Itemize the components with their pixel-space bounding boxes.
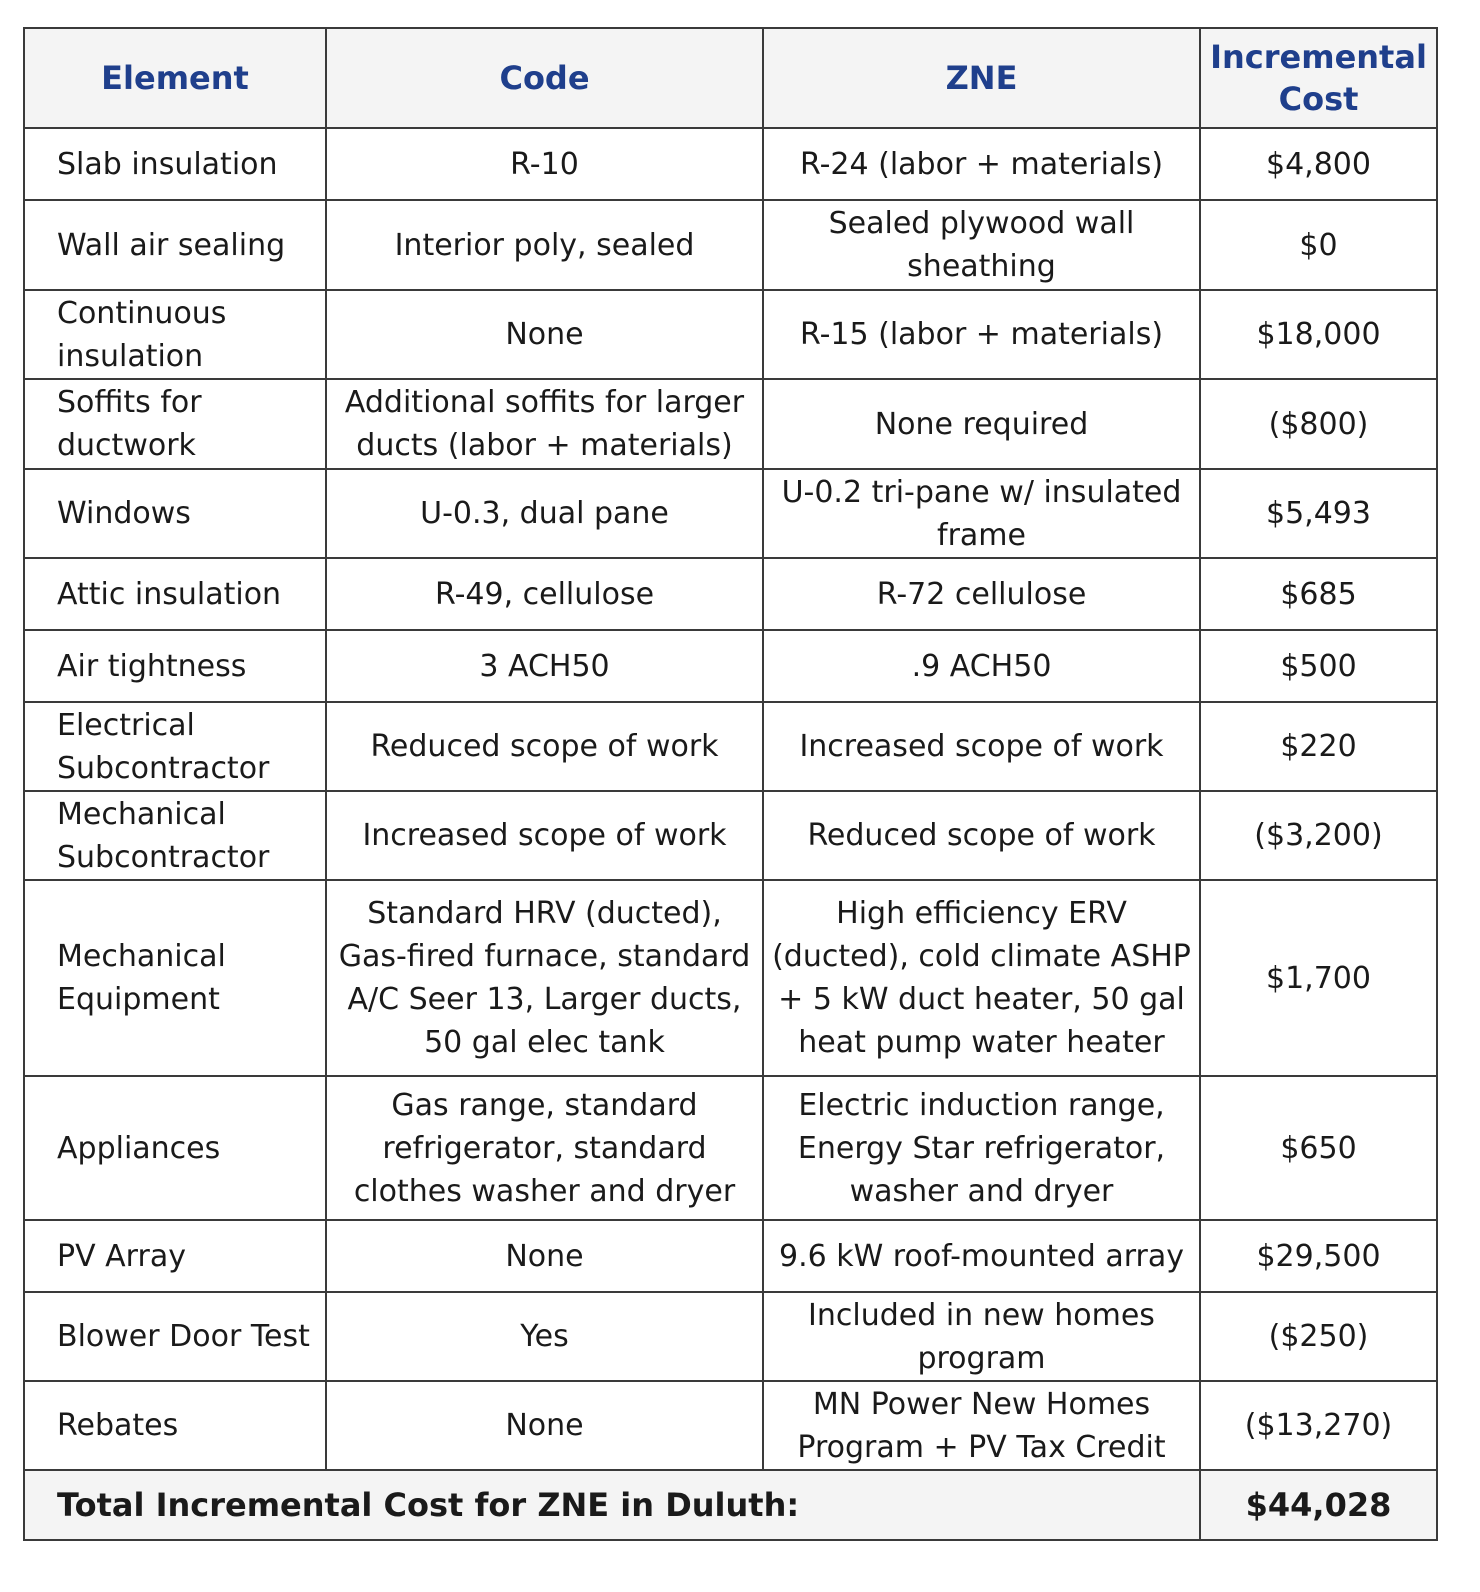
- row-code: R-10: [326, 128, 763, 200]
- table-row: [24, 1381, 1437, 1470]
- row-code: None: [326, 1381, 763, 1470]
- row-cost: ($800): [1200, 379, 1437, 469]
- table-row: [24, 379, 1437, 469]
- row-zne: R-72 cellulose: [763, 558, 1200, 630]
- table-row: [24, 791, 1437, 880]
- row-zne: R-24 (labor + materials): [763, 128, 1200, 200]
- row-code: Interior poly, sealed: [326, 200, 763, 290]
- row-zne: R-15 (labor + materials): [763, 290, 1200, 379]
- row-zne: U-0.2 tri-pane w/ insulated frame: [763, 469, 1200, 558]
- row-code: Standard HRV (ducted), Gas-fired furnace, standard A/C Seer 13, Larger ducts, 50 gal elec tank: [326, 880, 763, 1076]
- cost-comparison-table: [23, 27, 1438, 1541]
- row-zne: Electric induction range, Energy Star refrigerator, washer and dryer: [763, 1076, 1200, 1220]
- row-cost: $1,700: [1200, 880, 1437, 1076]
- row-zne: .9 ACH50: [763, 630, 1200, 702]
- row-cost: $685: [1200, 558, 1437, 630]
- row-element: Mechanical Subcontractor: [24, 791, 326, 880]
- row-code: Additional soffits for larger ducts (labor + materials): [326, 379, 763, 469]
- row-code: Increased scope of work: [326, 791, 763, 880]
- row-element: Appliances: [24, 1076, 326, 1220]
- row-code: R-49, cellulose: [326, 558, 763, 630]
- row-element: Blower Door Test: [24, 1292, 326, 1381]
- row-cost: $0: [1200, 200, 1437, 290]
- row-element: Air tightness: [24, 630, 326, 702]
- table-row: [24, 469, 1437, 558]
- row-cost: ($250): [1200, 1292, 1437, 1381]
- table-row: [24, 1076, 1437, 1220]
- row-element: Slab insulation: [24, 128, 326, 200]
- total-row: [24, 1470, 1437, 1540]
- row-code: Reduced scope of work: [326, 702, 763, 791]
- row-element: Electrical Subcontractor: [24, 702, 326, 791]
- row-cost: ($13,270): [1200, 1381, 1437, 1470]
- table-row: [24, 630, 1437, 702]
- row-element: Wall air sealing: [24, 200, 326, 290]
- table-row: [24, 290, 1437, 379]
- row-cost: $220: [1200, 702, 1437, 791]
- row-element: Rebates: [24, 1381, 326, 1470]
- table-row: [24, 1292, 1437, 1381]
- table-row: [24, 880, 1437, 1076]
- row-code: None: [326, 1220, 763, 1292]
- row-code: U-0.3, dual pane: [326, 469, 763, 558]
- row-code: None: [326, 290, 763, 379]
- table-row: [24, 558, 1437, 630]
- row-element: Mechanical Equipment: [24, 880, 326, 1076]
- row-element: Soffits for ductwork: [24, 379, 326, 469]
- row-cost: $650: [1200, 1076, 1437, 1220]
- cost-comparison-table-wrapper: [23, 27, 1438, 1541]
- table-header-row: [24, 28, 1437, 128]
- row-zne: High efficiency ERV (ducted), cold climate ASHP + 5 kW duct heater, 50 gal heat pump water heater: [763, 880, 1200, 1076]
- row-element: PV Array: [24, 1220, 326, 1292]
- row-zne: Increased scope of work: [763, 702, 1200, 791]
- row-code: Yes: [326, 1292, 763, 1381]
- header-element: Element: [24, 28, 326, 128]
- row-zne: 9.6 kW roof-mounted array: [763, 1220, 1200, 1292]
- total-label: Total Incremental Cost for ZNE in Duluth:: [24, 1470, 1200, 1540]
- table-row: [24, 200, 1437, 290]
- row-zne: Included in new homes program: [763, 1292, 1200, 1381]
- row-cost: $500: [1200, 630, 1437, 702]
- row-cost: $5,493: [1200, 469, 1437, 558]
- row-element: Windows: [24, 469, 326, 558]
- row-zne: Sealed plywood wall sheathing: [763, 200, 1200, 290]
- table-row: [24, 128, 1437, 200]
- row-zne: None required: [763, 379, 1200, 469]
- header-zne: ZNE: [763, 28, 1200, 128]
- row-zne: MN Power New Homes Program + PV Tax Credit: [763, 1381, 1200, 1470]
- row-element: Attic insulation: [24, 558, 326, 630]
- row-code: 3 ACH50: [326, 630, 763, 702]
- table-row: [24, 1220, 1437, 1292]
- row-cost: $29,500: [1200, 1220, 1437, 1292]
- row-cost: $18,000: [1200, 290, 1437, 379]
- header-code: Code: [326, 28, 763, 128]
- row-element: Continuous insulation: [24, 290, 326, 379]
- row-zne: Reduced scope of work: [763, 791, 1200, 880]
- row-cost: ($3,200): [1200, 791, 1437, 880]
- row-code: Gas range, standard refrigerator, standard clothes washer and dryer: [326, 1076, 763, 1220]
- total-value: $44,028: [1200, 1470, 1437, 1540]
- table-row: [24, 702, 1437, 791]
- row-cost: $4,800: [1200, 128, 1437, 200]
- header-incremental-cost: Incremental Cost: [1200, 28, 1437, 128]
